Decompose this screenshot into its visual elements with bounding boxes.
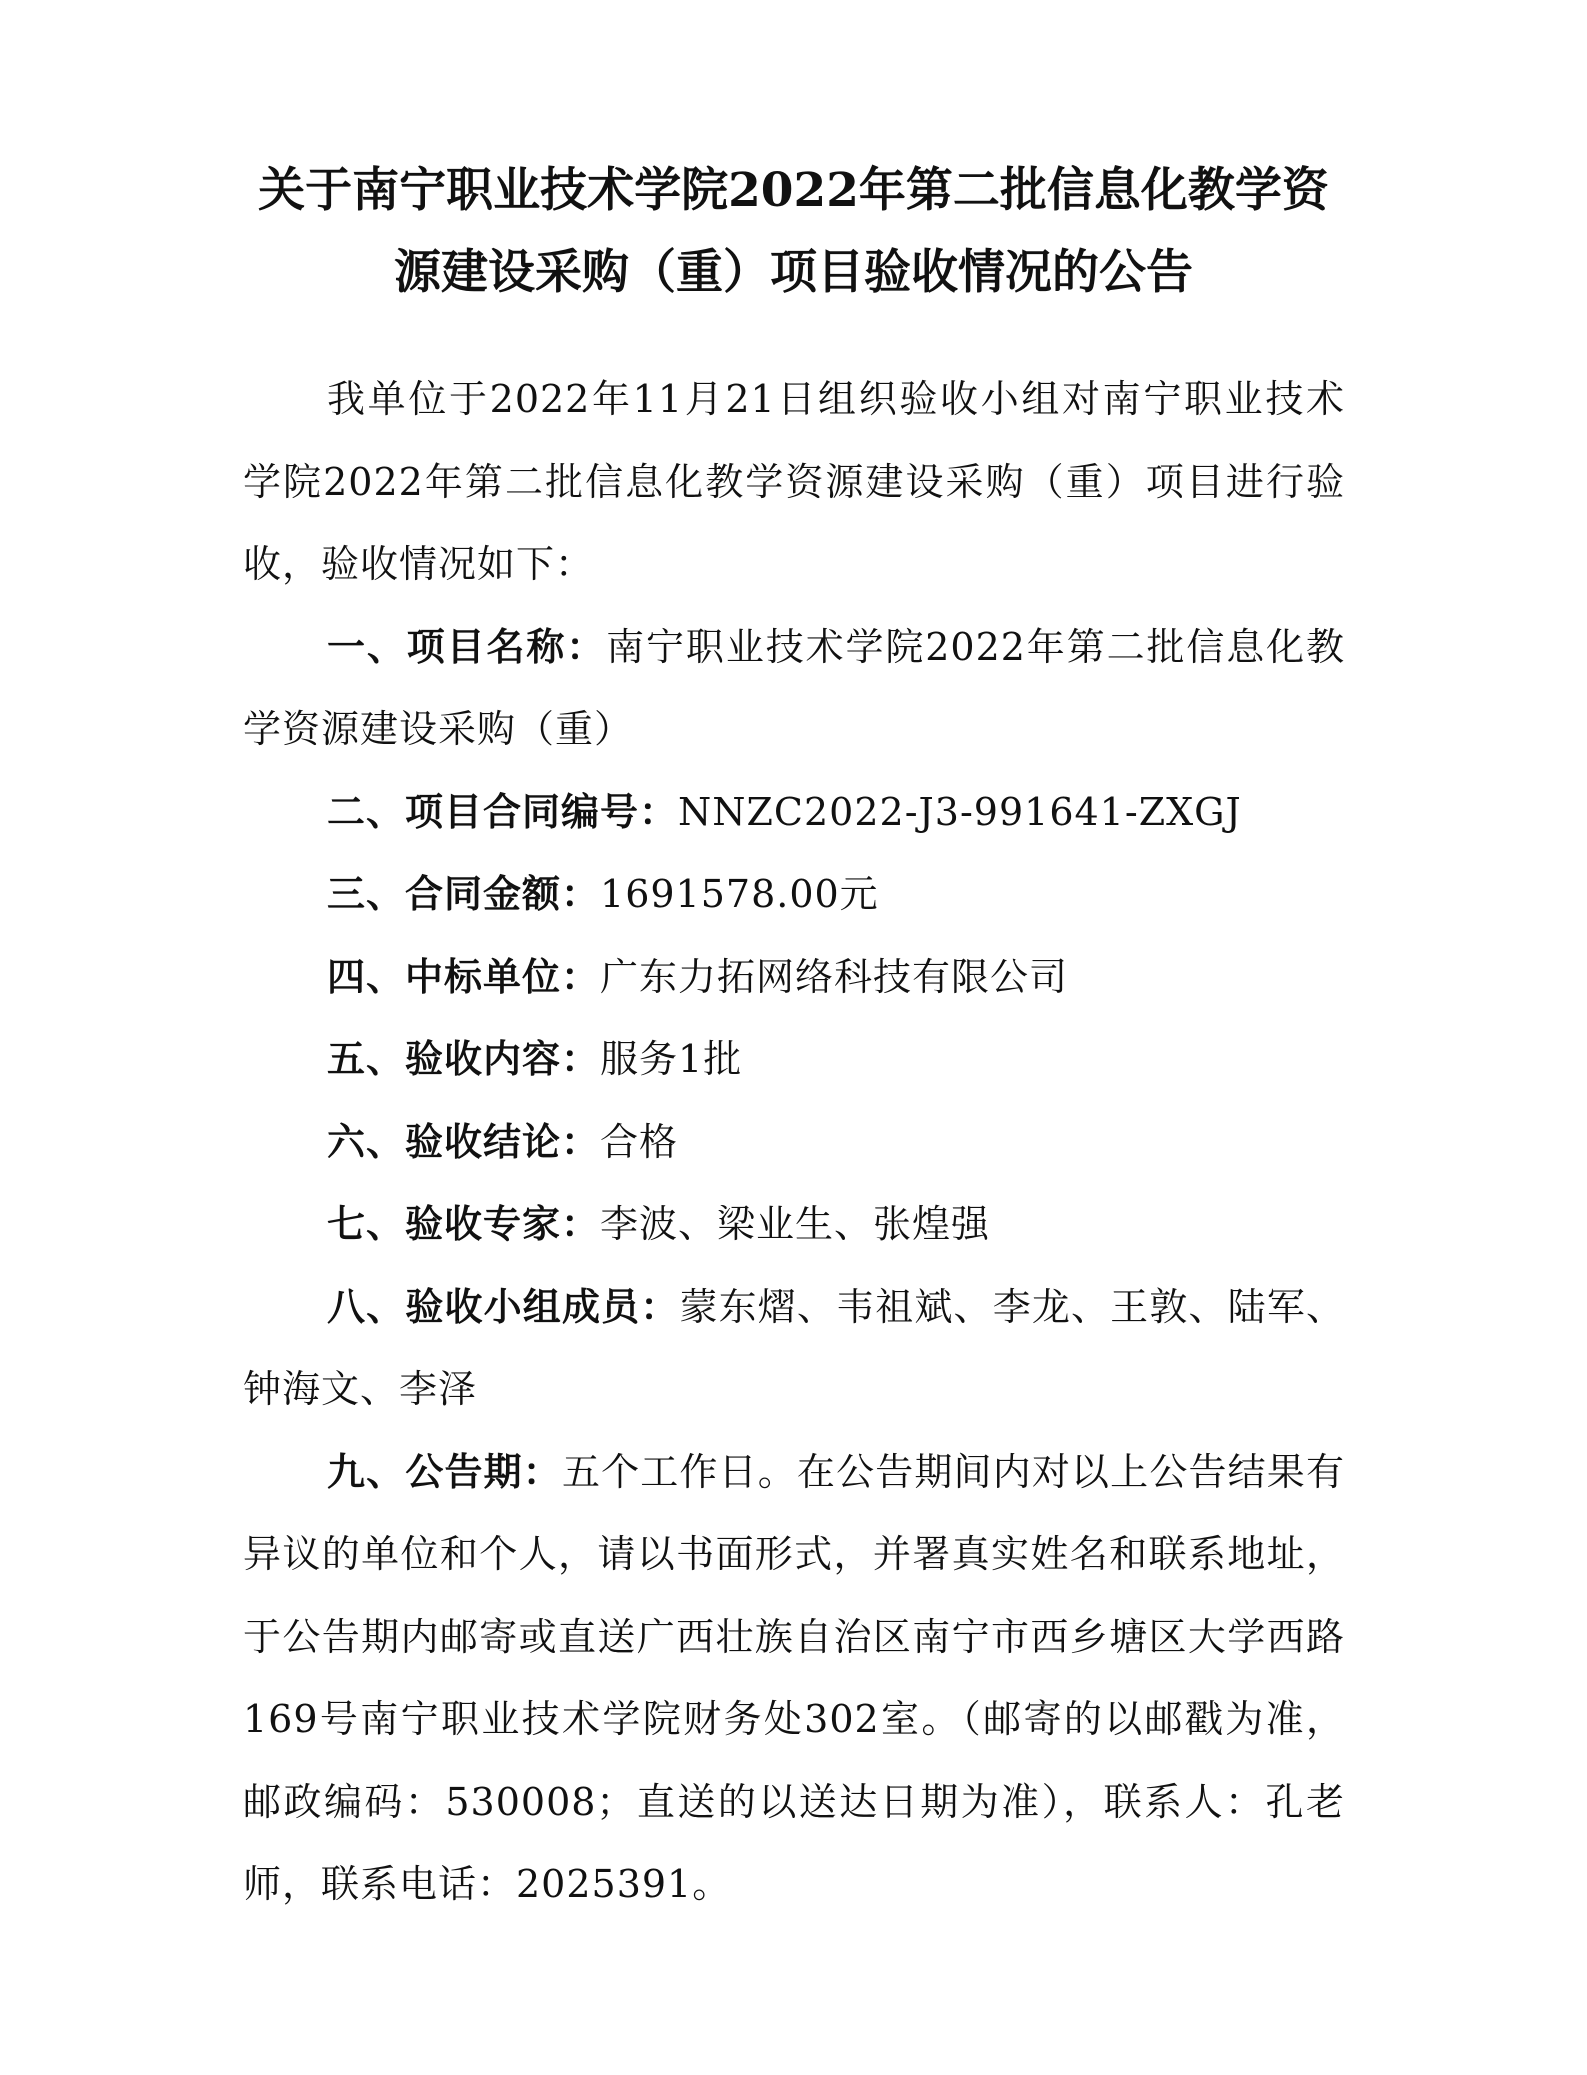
title-line-2: 源建设采购（重）项目验收情况的公告 <box>394 245 1193 300</box>
item-label: 七、验收专家： <box>327 1202 601 1246</box>
item-label: 四、中标单位： <box>327 954 601 999</box>
item-value: 李波、梁业生、张煌强 <box>600 1202 991 1246</box>
item-value: 1691578.00元 <box>600 872 879 916</box>
item-value: 南宁职业技术学院2022年第二批信息化教学资源建设采购（重） <box>243 624 1345 751</box>
item-winning-bidder <box>243 936 1345 1019</box>
item-value: 五个工作日。在公告期间内对以上公告结果有异议的单位和个人，请以书面形式，并署真实姓名和联系地址，于公告期内邮寄或直送广西壮族自治区南宁市西乡塘区大学西路169号南宁职业技术学院财务处302室。（邮寄的以邮戳为准，邮政编码：530008；直送的以送达日期为准），联系人：孔老师，联系电话：2025391。 <box>243 1449 1345 1906</box>
title-line-1: 关于南宁职业技术学院2022年第二批信息化教学资 <box>258 163 1329 218</box>
item-label: 九、公告期： <box>327 1449 562 1494</box>
item-label: 五、验收内容： <box>327 1037 601 1081</box>
item-label: 三、合同金额： <box>327 872 601 916</box>
item-acceptance-conclusion <box>243 1101 1345 1184</box>
item-label: 一、项目名称： <box>327 624 607 669</box>
intro-paragraph: 我单位于2022年11月21日组织验收小组对南宁职业技术学院2022年第二批信息化教学资源建设采购（重）项目进行验收，验收情况如下： <box>243 377 1345 586</box>
item-notice-period <box>243 1431 1345 1926</box>
item-value: 广东力拓网络科技有限公司 <box>600 954 1069 999</box>
item-project-name <box>243 606 1345 771</box>
item-label: 六、验收结论： <box>327 1119 601 1164</box>
item-contract-amount <box>243 853 1345 936</box>
item-value: 合格 <box>600 1119 679 1164</box>
item-value: 服务1批 <box>600 1037 743 1081</box>
item-value: NNZC2022-J3-991641-ZXGJ <box>678 789 1242 834</box>
item-acceptance-experts <box>243 1183 1345 1266</box>
item-label: 八、验收小组成员： <box>327 1284 680 1329</box>
document-title <box>200 150 1387 314</box>
item-contract-number <box>243 771 1345 854</box>
item-acceptance-content <box>243 1018 1345 1101</box>
item-value: 蒙东熠、韦祖斌、李龙、王敦、陆军、钟海文、李泽 <box>243 1284 1345 1411</box>
item-label: 二、项目合同编号： <box>327 789 679 834</box>
item-acceptance-team <box>243 1266 1345 1431</box>
document-body <box>243 358 1345 1926</box>
